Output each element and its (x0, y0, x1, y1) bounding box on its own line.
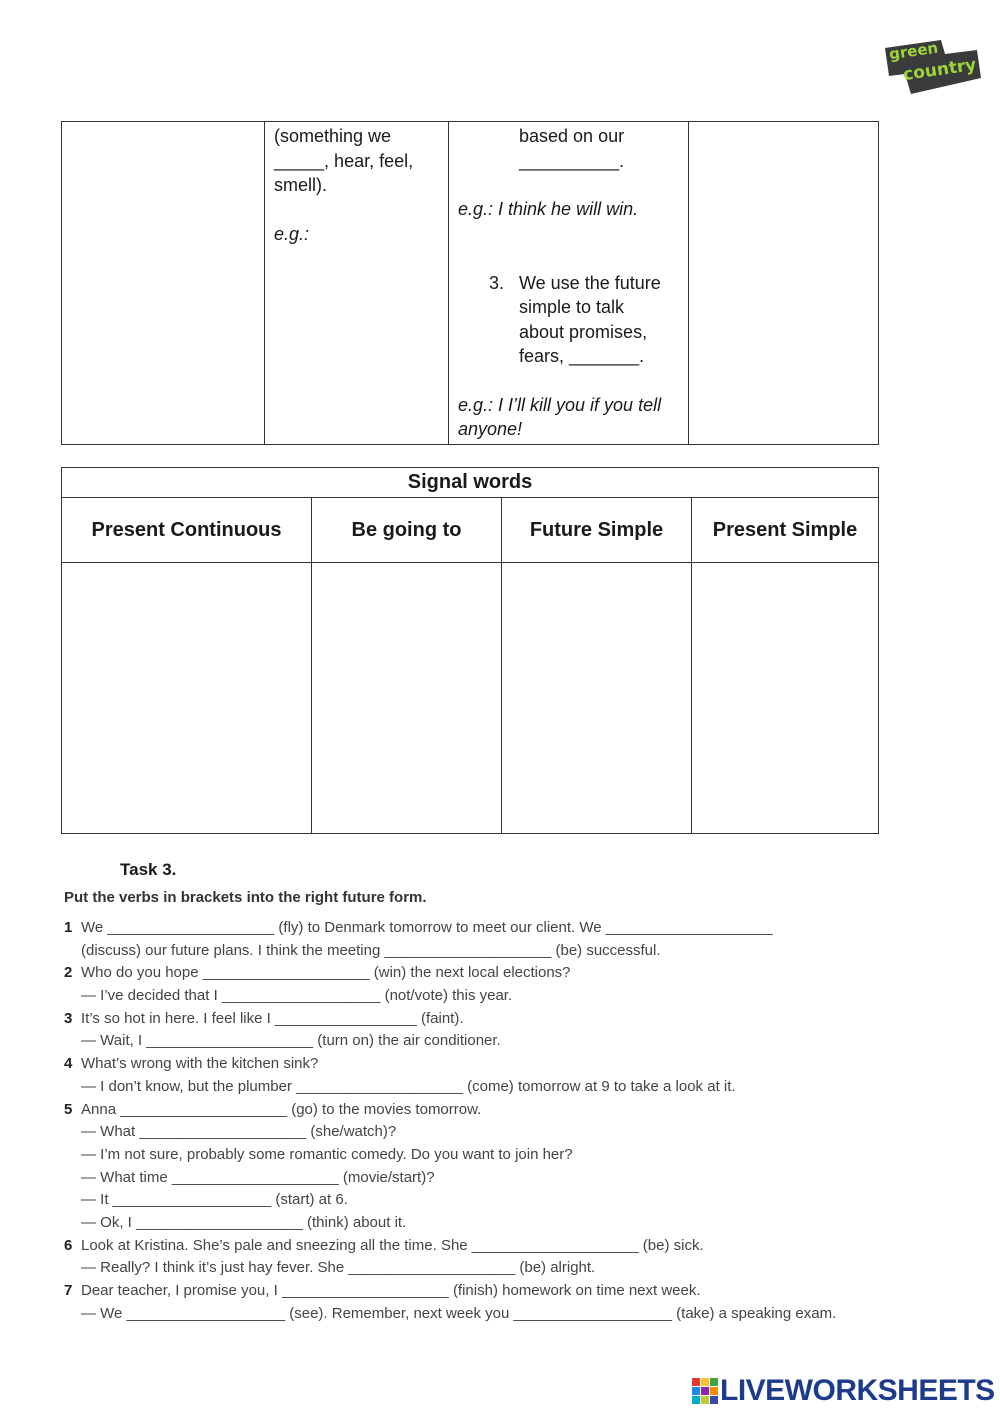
exercise-line (64, 962, 944, 985)
task-instruction: Put the verbs in brackets into the right future form. (64, 889, 427, 906)
exercise-line (64, 1212, 944, 1235)
rule-item-number: 3. (489, 272, 505, 293)
answer-cell-future-simple[interactable] (502, 563, 692, 834)
exercise-line (64, 940, 944, 963)
exercise-number: 3 (64, 1009, 73, 1027)
exercise-text[interactable]: It’s so hot in here. I feel like I _________________ (faint). (81, 1009, 464, 1027)
exercise-text[interactable]: — What ____________________ (she/watch)? (81, 1123, 397, 1141)
exercise-text[interactable]: — Ok, I ____________________ (think) about it. (81, 1213, 407, 1231)
exercise-text[interactable]: — I don’t know, but the plumber ____________________ (come) tomorrow at 9 to take a look at it. (81, 1077, 736, 1095)
icon-square (701, 1378, 709, 1386)
exercise-text[interactable]: — Really? I think it’s just hay fever. She ____________________ (be) alright. (81, 1259, 596, 1277)
header-future-simple: Future Simple (502, 498, 692, 563)
icon-square (692, 1378, 700, 1386)
exercise-line (64, 1030, 944, 1053)
icon-square (710, 1387, 718, 1395)
rule-text-line: _____, hear, feel, (274, 150, 414, 171)
exercise-line (64, 1053, 944, 1076)
exercise-text[interactable]: — Wait, I ____________________ (turn on) the air conditioner. (81, 1032, 501, 1050)
exercise-line (64, 917, 944, 940)
exercise-number: 1 (64, 919, 73, 936)
exercise-text[interactable]: — It ___________________ (start) at 6. (81, 1191, 348, 1209)
exercise-line (64, 1144, 944, 1167)
rule-text-line: (something we (274, 126, 392, 146)
exercise-text[interactable]: We ____________________ (fly) to Denmark tomorrow to meet our client. We ____________________ (81, 919, 773, 936)
header-present-continuous: Present Continuous (62, 498, 312, 563)
icon-square (710, 1378, 718, 1386)
rule-text-line: We use the future (519, 272, 661, 293)
signal-words-table (61, 467, 879, 834)
grammar-rules-table (61, 121, 879, 445)
exercise-text[interactable]: — We ___________________ (see). Remember, next week you ___________________ (take) a speaking exam. (81, 1304, 837, 1322)
logo-text-green: green (887, 38, 940, 64)
exercise-number: 7 (64, 1282, 73, 1299)
header-be-going-to: Be going to (312, 498, 502, 563)
exercise-line (64, 1303, 944, 1326)
exercise-line (64, 985, 944, 1008)
exercise-line (64, 1280, 944, 1303)
exercise-text[interactable]: What’s wrong with the kitchen sink? (81, 1055, 319, 1073)
exercise-text[interactable]: — I’ve decided that I ___________________ (not/vote) this year. (81, 987, 513, 1005)
example-sentence: e.g.: I think he will win. (458, 199, 639, 219)
rules-cell-1 (62, 122, 265, 445)
example-label: e.g.: (274, 223, 310, 244)
rule-text-line: based on our (519, 126, 625, 146)
icon-square (692, 1396, 700, 1404)
answer-cell-present-simple[interactable] (692, 563, 879, 834)
signal-words-title: Signal words (62, 468, 879, 498)
rules-cell-4 (689, 122, 879, 445)
icon-square (701, 1396, 709, 1404)
exercise-line (64, 1235, 944, 1258)
exercise-text[interactable]: Dear teacher, I promise you, I ____________________ (finish) homework on time next week. (81, 1282, 701, 1299)
example-sentence: anyone! (458, 419, 523, 439)
exercise-line (64, 1008, 944, 1031)
exercise-text[interactable]: Look at Kristina. She’s pale and sneezing all the time. She ____________________ (be) sick. (81, 1236, 704, 1254)
exercise-number: 2 (64, 964, 73, 982)
example-sentence: e.g.: I I’ll kill you if you tell (458, 394, 662, 415)
rule-text-line: simple to talk (519, 297, 625, 317)
icon-square (692, 1387, 700, 1395)
rule-text-line: about promises, (519, 321, 648, 342)
rule-text-line: __________. (519, 150, 625, 171)
exercise-line (64, 1257, 944, 1280)
rules-cell-2 (265, 122, 449, 445)
exercise-text[interactable]: — What time ____________________ (movie/start)? (81, 1168, 435, 1186)
exercise-number: 4 (64, 1055, 73, 1073)
exercise-text[interactable]: Anna ____________________ (go) to the movies tomorrow. (81, 1100, 482, 1118)
exercise-list (64, 917, 944, 1325)
liveworksheets-brand: LIVEWORKSHEETS (720, 1374, 995, 1407)
rule-item-3 (458, 271, 679, 296)
task-title: Task 3. (120, 860, 177, 879)
exercise-text[interactable]: (discuss) our future plans. I think the meeting ____________________ (be) successful. (81, 941, 661, 959)
exercise-line (64, 1099, 944, 1122)
exercise-text[interactable]: Who do you hope ____________________ (win) the next local elections? (81, 964, 571, 982)
icon-square (710, 1396, 718, 1404)
rule-text-line: smell). (274, 175, 327, 195)
rule-text-line: fears, _______. (519, 346, 645, 366)
exercise-line (64, 1167, 944, 1190)
liveworksheets-icon (692, 1378, 718, 1404)
logo-text-country: country (901, 54, 978, 86)
answer-cell-present-continuous[interactable] (62, 563, 312, 834)
answer-cell-be-going-to[interactable] (312, 563, 502, 834)
exercise-number: 5 (64, 1100, 73, 1118)
exercise-line (64, 1121, 944, 1144)
liveworksheets-logo (692, 1375, 995, 1407)
exercise-line (64, 1189, 944, 1212)
header-present-simple: Present Simple (692, 498, 879, 563)
exercise-line (64, 1076, 944, 1099)
icon-square (701, 1387, 709, 1395)
rules-cell-3 (449, 122, 689, 445)
exercise-text[interactable]: — I’m not sure, probably some romantic comedy. Do you want to join her? (81, 1145, 573, 1163)
exercise-number: 6 (64, 1236, 73, 1254)
green-country-logo (881, 40, 981, 96)
